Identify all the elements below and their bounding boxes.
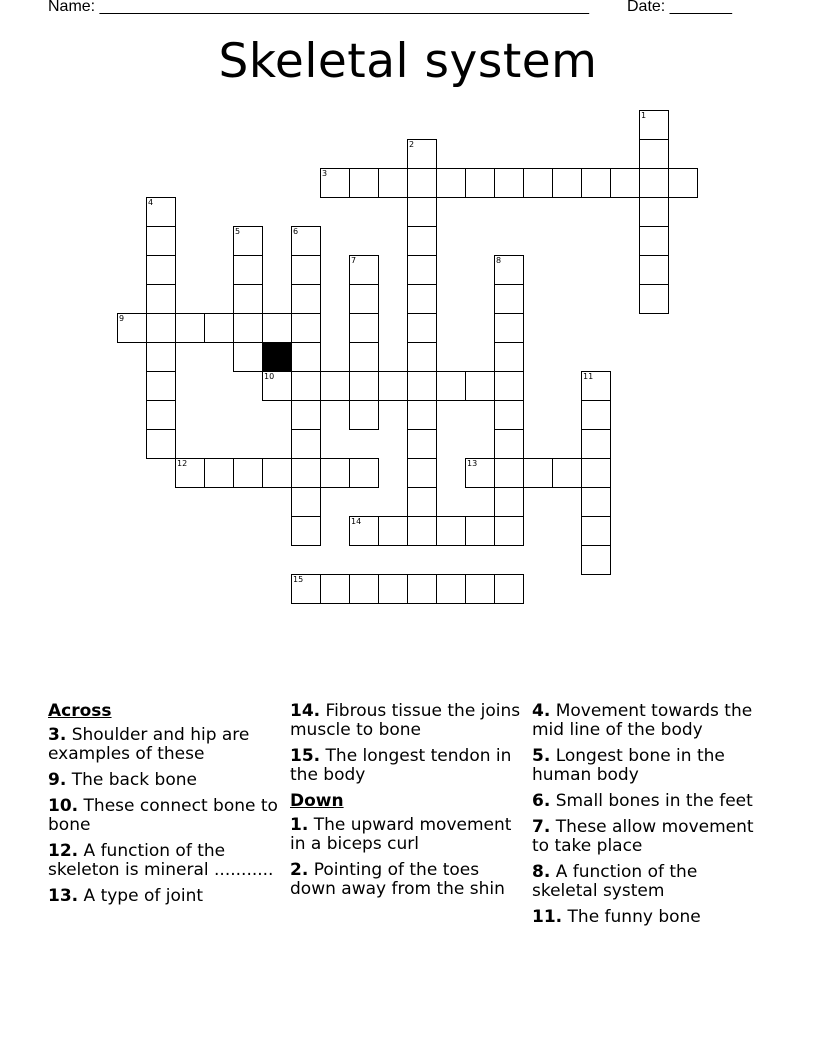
clue-number: 10. xyxy=(48,796,79,816)
clue-text: Small bones in the feet xyxy=(555,791,753,811)
grid-cell[interactable] xyxy=(233,255,263,285)
grid-cell[interactable] xyxy=(291,284,321,314)
clue-number: 15. xyxy=(290,746,321,766)
clue-item xyxy=(532,702,764,740)
clue-text: Shoulder and hip are examples of these xyxy=(48,725,250,764)
grid-cell[interactable] xyxy=(146,313,176,343)
grid-cell[interactable] xyxy=(436,574,466,604)
clue-item xyxy=(48,842,278,880)
grid-cell[interactable] xyxy=(378,516,408,546)
grid-cell[interactable] xyxy=(175,313,205,343)
clue-item xyxy=(48,797,278,835)
clue-text: A type of joint xyxy=(83,886,204,906)
clue-number: 13. xyxy=(48,886,79,906)
grid-cell[interactable] xyxy=(494,342,524,372)
clue-text: The funny bone xyxy=(567,907,701,927)
grid-cell[interactable] xyxy=(233,342,263,372)
clue-text: The back bone xyxy=(71,770,197,790)
grid-cell[interactable] xyxy=(349,371,379,401)
clue-text: Fibrous tissue the joins muscle to bone xyxy=(290,701,521,740)
grid-cell[interactable] xyxy=(407,429,437,459)
clue-number: 6. xyxy=(532,791,551,811)
clues-column-3 xyxy=(532,702,764,934)
grid-cell[interactable] xyxy=(407,139,437,169)
grid-cell[interactable] xyxy=(291,429,321,459)
clue-item xyxy=(532,792,764,811)
page-title: Skeletal system xyxy=(218,34,598,89)
grid-cell[interactable] xyxy=(349,168,379,198)
grid-cell[interactable] xyxy=(320,168,350,198)
grid-cell[interactable] xyxy=(349,574,379,604)
name-field-line[interactable]: Name: _______________________________________________________ xyxy=(48,0,589,15)
clue-number: 3. xyxy=(48,725,67,745)
clue-number: 11. xyxy=(532,907,563,927)
clue-text: These connect bone to bone xyxy=(48,796,278,835)
grid-cell[interactable] xyxy=(407,284,437,314)
clue-number: 1. xyxy=(290,815,309,835)
cell-number: 6 xyxy=(293,227,299,236)
grid-cell[interactable] xyxy=(494,458,524,488)
grid-cell[interactable] xyxy=(465,516,495,546)
grid-cell[interactable] xyxy=(349,255,379,285)
clue-text: The upward movement in a biceps curl xyxy=(290,815,512,854)
grid-cell[interactable] xyxy=(639,139,669,169)
clue-number: 12. xyxy=(48,841,79,861)
grid-cell[interactable] xyxy=(378,168,408,198)
grid-cell[interactable] xyxy=(494,574,524,604)
date-field-line[interactable]: Date: _______ xyxy=(627,0,732,15)
grid-cell[interactable] xyxy=(291,516,321,546)
grid-cell[interactable] xyxy=(262,371,292,401)
cell-number: 7 xyxy=(351,256,357,265)
clue-item xyxy=(290,816,522,854)
cell-number: 9 xyxy=(119,314,125,323)
black-cell xyxy=(262,342,292,372)
grid-cell[interactable] xyxy=(291,313,321,343)
clue-item xyxy=(290,702,522,740)
cell-number: 15 xyxy=(293,575,304,584)
clue-text: Movement towards the mid line of the body xyxy=(532,701,753,740)
clue-number: 9. xyxy=(48,770,67,790)
grid-cell[interactable] xyxy=(407,226,437,256)
clue-text: Pointing of the toes down away from the shin xyxy=(290,860,505,899)
grid-cell[interactable] xyxy=(378,371,408,401)
grid-cell[interactable] xyxy=(407,197,437,227)
clue-item xyxy=(532,818,764,856)
cell-number: 8 xyxy=(496,256,502,265)
grid-cell[interactable] xyxy=(639,110,669,140)
grid-cell[interactable] xyxy=(581,516,611,546)
grid-cell[interactable] xyxy=(233,284,263,314)
grid-cell[interactable] xyxy=(146,429,176,459)
grid-cell[interactable] xyxy=(407,487,437,517)
grid-cell[interactable] xyxy=(494,429,524,459)
clue-number: 7. xyxy=(532,817,551,837)
grid-cell[interactable] xyxy=(494,487,524,517)
clue-item xyxy=(532,908,764,927)
grid-cell[interactable] xyxy=(146,226,176,256)
grid-cell[interactable] xyxy=(291,458,321,488)
grid-cell[interactable] xyxy=(639,197,669,227)
grid-cell[interactable] xyxy=(175,458,205,488)
clue-item xyxy=(48,887,278,906)
cell-number: 14 xyxy=(351,517,362,526)
clue-text: Longest bone in the human body xyxy=(532,746,725,785)
grid-cell[interactable] xyxy=(407,574,437,604)
grid-cell[interactable] xyxy=(349,516,379,546)
across-heading: Across xyxy=(48,701,112,721)
grid-cell[interactable] xyxy=(349,400,379,430)
grid-cell[interactable] xyxy=(146,284,176,314)
clue-number: 4. xyxy=(532,701,551,721)
grid-cell[interactable] xyxy=(639,168,669,198)
grid-cell[interactable] xyxy=(204,458,234,488)
cell-number: 5 xyxy=(235,227,241,236)
grid-cell[interactable] xyxy=(668,168,698,198)
grid-cell[interactable] xyxy=(523,458,553,488)
cell-number: 2 xyxy=(409,140,415,149)
clues-column-2 xyxy=(290,702,522,906)
grid-cell[interactable] xyxy=(494,255,524,285)
grid-cell[interactable] xyxy=(349,284,379,314)
grid-cell[interactable] xyxy=(639,255,669,285)
grid-cell[interactable] xyxy=(494,313,524,343)
grid-cell[interactable] xyxy=(204,313,234,343)
grid-cell[interactable] xyxy=(610,168,640,198)
clue-item xyxy=(48,726,278,764)
grid-cell[interactable] xyxy=(378,574,408,604)
grid-cell[interactable] xyxy=(494,168,524,198)
clue-item xyxy=(532,863,764,901)
grid-cell[interactable] xyxy=(146,371,176,401)
cell-number: 10 xyxy=(264,372,275,381)
clues-column-1 xyxy=(48,702,278,913)
grid-cell[interactable] xyxy=(407,255,437,285)
clue-item xyxy=(48,771,278,790)
cell-number: 13 xyxy=(467,459,478,468)
grid-cell[interactable] xyxy=(523,168,553,198)
grid-cell[interactable] xyxy=(146,255,176,285)
grid-cell[interactable] xyxy=(291,400,321,430)
grid-cell[interactable] xyxy=(552,458,582,488)
grid-cell[interactable] xyxy=(639,226,669,256)
grid-cell[interactable] xyxy=(320,574,350,604)
cell-number: 11 xyxy=(583,372,594,381)
grid-cell[interactable] xyxy=(581,458,611,488)
grid-cell[interactable] xyxy=(233,226,263,256)
clue-item xyxy=(290,861,522,899)
clue-number: 8. xyxy=(532,862,551,882)
grid-cell[interactable] xyxy=(407,313,437,343)
grid-cell[interactable] xyxy=(349,458,379,488)
grid-cell[interactable] xyxy=(494,371,524,401)
grid-cell[interactable] xyxy=(117,313,147,343)
grid-cell[interactable] xyxy=(581,371,611,401)
grid-cell[interactable] xyxy=(407,400,437,430)
grid-cell[interactable] xyxy=(146,197,176,227)
grid-cell[interactable] xyxy=(581,429,611,459)
grid-cell[interactable] xyxy=(407,168,437,198)
grid-cell[interactable] xyxy=(146,342,176,372)
grid-cell[interactable] xyxy=(494,516,524,546)
grid-cell[interactable] xyxy=(349,313,379,343)
grid-cell[interactable] xyxy=(581,487,611,517)
grid-cell[interactable] xyxy=(494,400,524,430)
clue-number: 2. xyxy=(290,860,309,880)
grid-cell[interactable] xyxy=(465,458,495,488)
clue-number: 5. xyxy=(532,746,551,766)
clue-item xyxy=(290,747,522,785)
grid-cell[interactable] xyxy=(407,458,437,488)
grid-cell[interactable] xyxy=(146,400,176,430)
clue-number: 14. xyxy=(290,701,321,721)
grid-cell[interactable] xyxy=(291,255,321,285)
cell-number: 1 xyxy=(641,111,647,120)
grid-cell[interactable] xyxy=(233,313,263,343)
grid-cell[interactable] xyxy=(465,168,495,198)
clue-text: A function of the skeletal system xyxy=(532,862,698,901)
cell-number: 12 xyxy=(177,459,188,468)
grid-cell[interactable] xyxy=(581,168,611,198)
clue-text: A function of the skeleton is mineral ........... xyxy=(48,841,274,880)
grid-cell[interactable] xyxy=(581,400,611,430)
grid-cell[interactable] xyxy=(494,284,524,314)
grid-cell[interactable] xyxy=(320,371,350,401)
cell-number: 4 xyxy=(148,198,154,207)
clue-text: The longest tendon in the body xyxy=(290,746,512,785)
grid-cell[interactable] xyxy=(233,458,263,488)
grid-cell[interactable] xyxy=(436,168,466,198)
clue-text: These allow movement to take place xyxy=(532,817,754,856)
grid-cell[interactable] xyxy=(436,371,466,401)
down-heading: Down xyxy=(290,791,344,811)
grid-cell[interactable] xyxy=(291,371,321,401)
cell-number: 3 xyxy=(322,169,328,178)
grid-cell[interactable] xyxy=(291,487,321,517)
grid-cell[interactable] xyxy=(262,313,292,343)
grid-cell[interactable] xyxy=(639,284,669,314)
grid-cell[interactable] xyxy=(552,168,582,198)
clue-item xyxy=(532,747,764,785)
grid-cell[interactable] xyxy=(262,458,292,488)
grid-cell[interactable] xyxy=(291,226,321,256)
grid-cell[interactable] xyxy=(436,516,466,546)
grid-cell[interactable] xyxy=(291,574,321,604)
grid-cell[interactable] xyxy=(407,371,437,401)
grid-cell[interactable] xyxy=(407,342,437,372)
grid-cell[interactable] xyxy=(291,342,321,372)
grid-cell[interactable] xyxy=(465,371,495,401)
grid-cell[interactable] xyxy=(407,516,437,546)
grid-cell[interactable] xyxy=(349,342,379,372)
grid-cell[interactable] xyxy=(465,574,495,604)
grid-cell[interactable] xyxy=(581,545,611,575)
grid-cell[interactable] xyxy=(320,458,350,488)
